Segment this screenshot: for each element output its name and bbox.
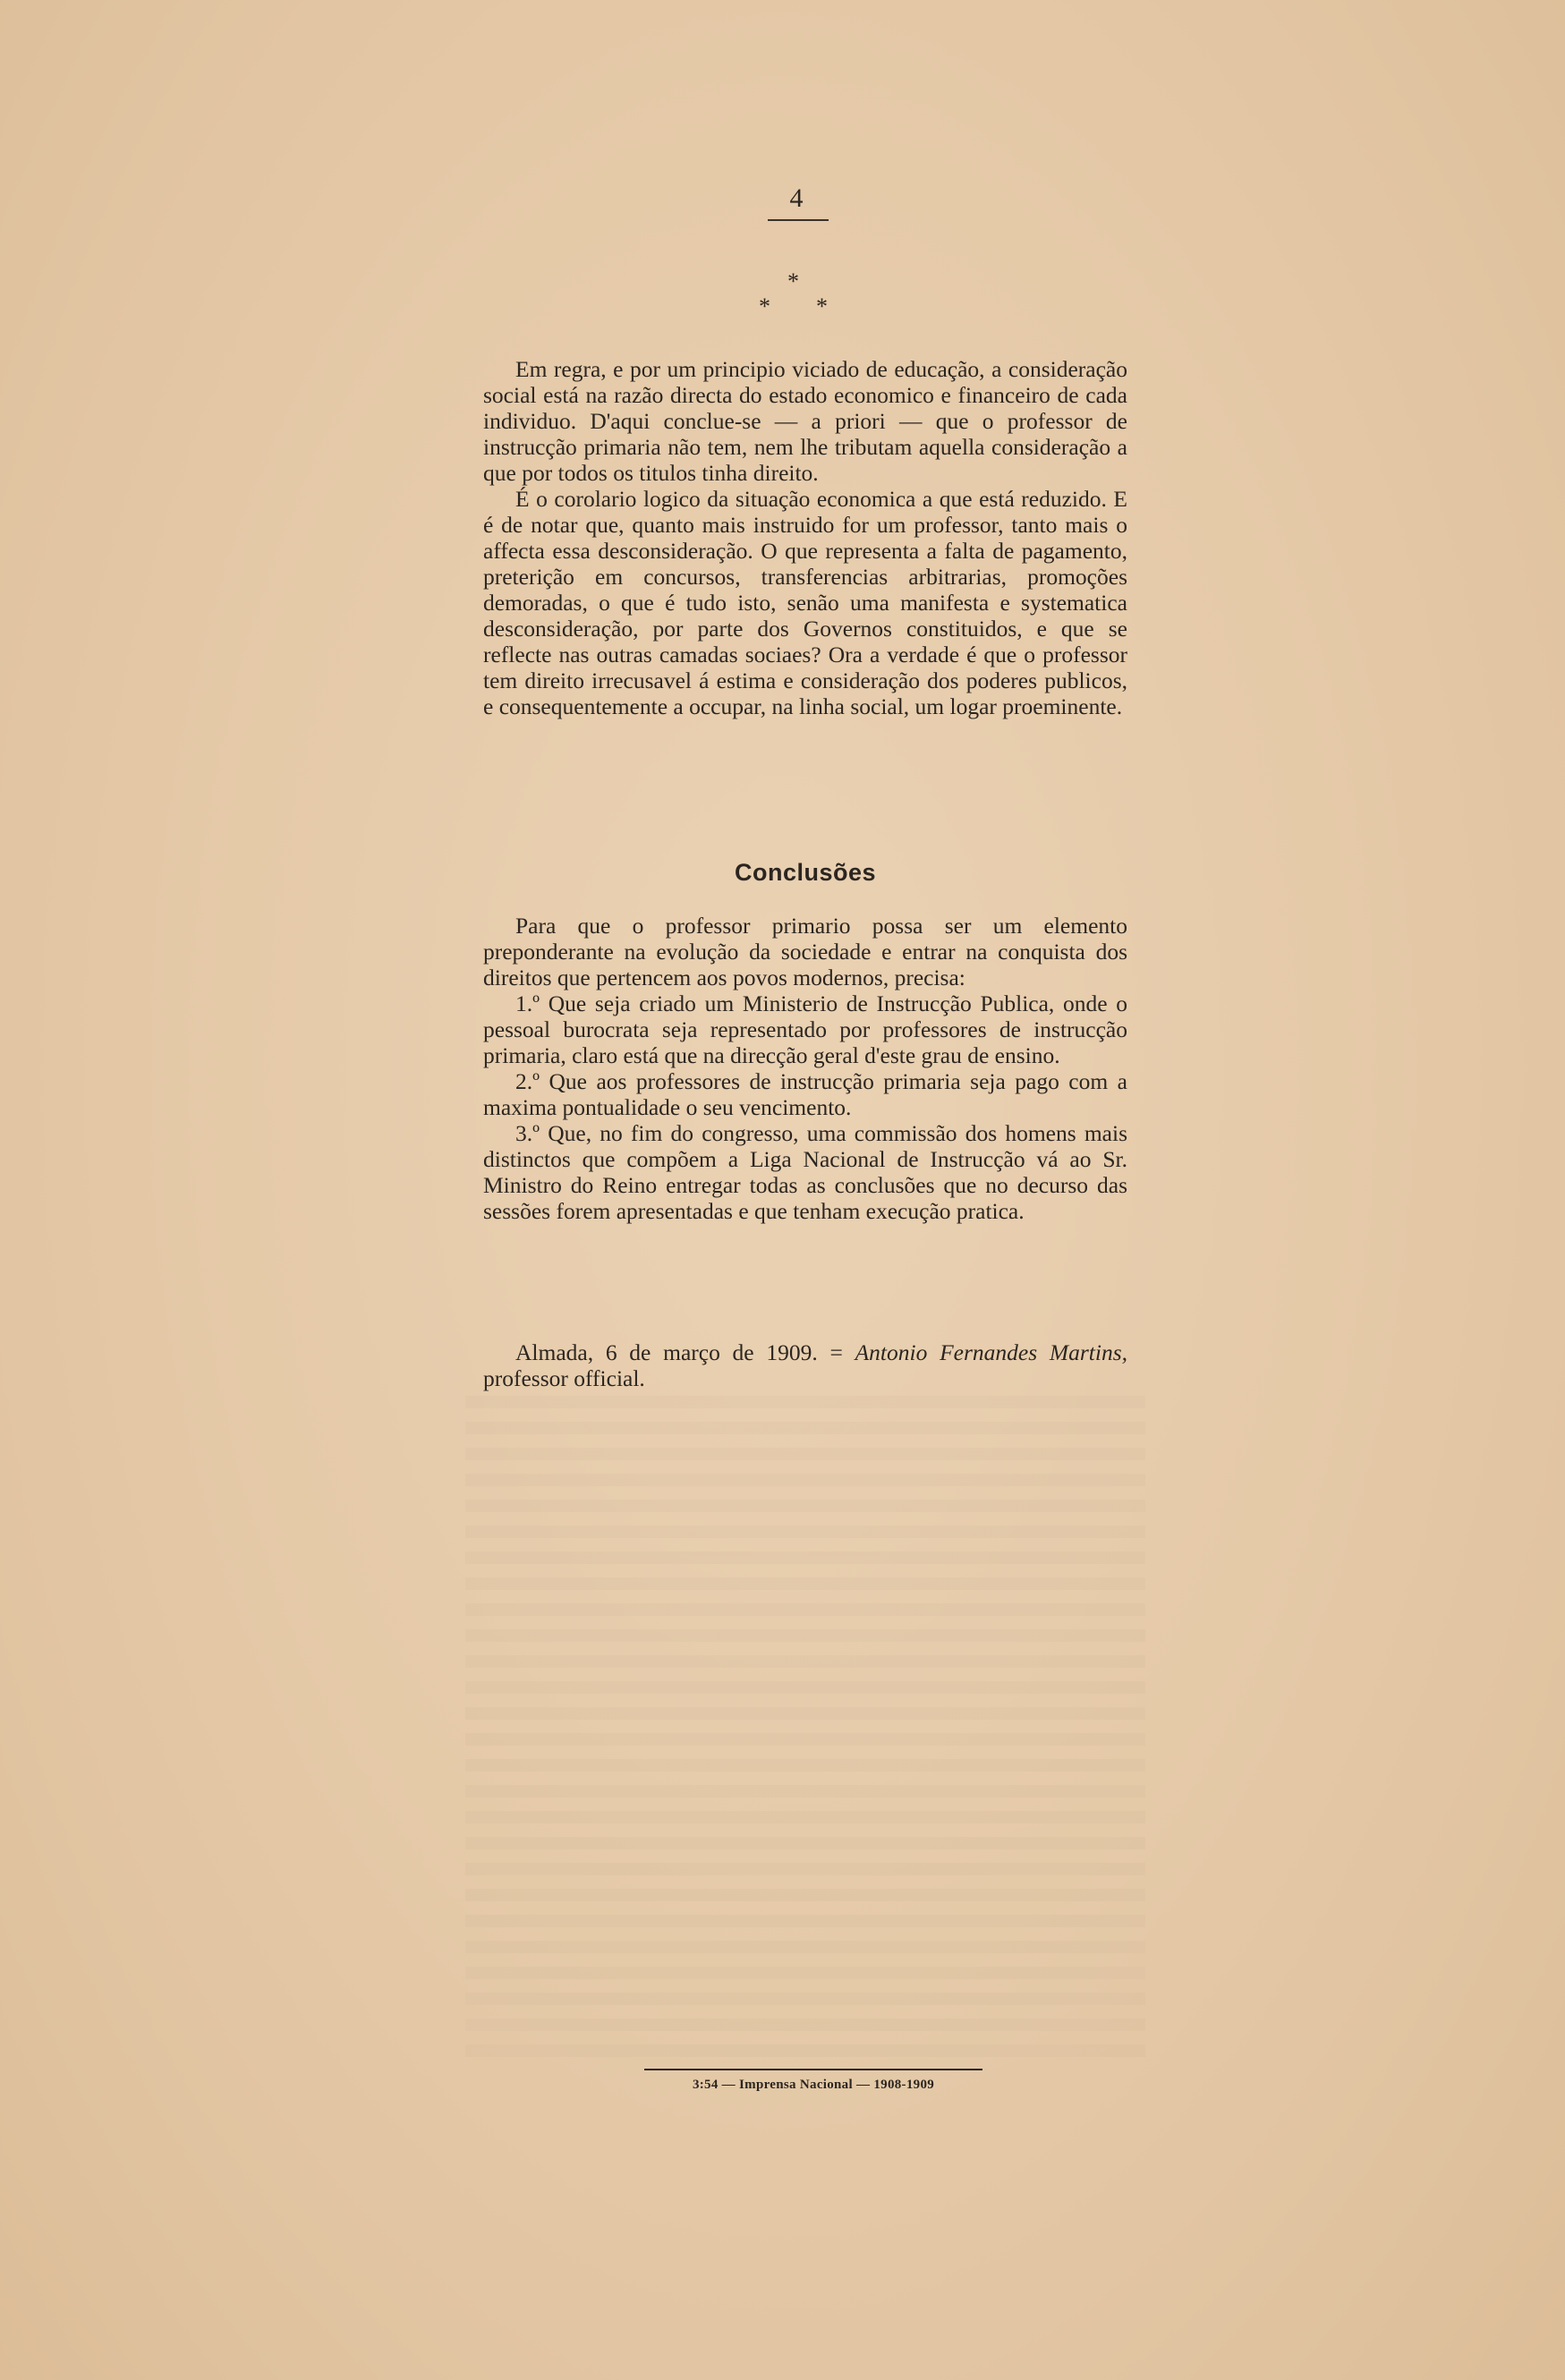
signature-line	[483, 1339, 1127, 1391]
asterism-star-right: *	[816, 293, 828, 319]
signature-block	[483, 1339, 1127, 1391]
conclusions-section	[483, 913, 1127, 1224]
conclusion-item-1: 1.º Que seja criado um Ministerio de Instrucção Publica, onde o pessoal burocrata seja representado por professores de instrucção primaria, claro está que na direcção geral d'este grau de ensino.	[483, 990, 1127, 1068]
asterism-divider	[734, 268, 859, 322]
conclusion-item-2: 2.º Que aos professores de instrucção primaria seja pago com a maxima pontualidade o seu vencimento.	[483, 1068, 1127, 1120]
footer-rule	[644, 2069, 982, 2070]
page-number-rule	[768, 219, 829, 221]
asterism-star-left: *	[759, 293, 770, 319]
intro-section	[483, 356, 1127, 719]
signature-place-date: Almada, 6 de março de 1909. =	[515, 1339, 855, 1365]
conclusions-lead: Para que o professor primario possa ser um elemento preponderante na evolução da sociedade e entrar na conquista dos direitos que pertencem aos povos modernos, precisa:	[483, 913, 1127, 990]
intro-paragraph-2: É o corolario logico da situação economica a que está reduzido. E é de notar que, quanto mais instruido for um professor, tanto mais o affecta essa desconsideração. O que representa a falta de pagamento, preterição em concursos, transferencias arbitrarias, promoções demoradas, o que é tudo isto, senão uma manifesta e systematica desconsideração, por parte dos Governos constituidos, e que se reflecte nas outras camadas sociaes? Ora a verdade é que o professor tem direito irrecusavel á estima e consideração dos poderes publicos, e consequentemente a occupar, na linha social, um logar proeminente.	[483, 486, 1127, 719]
signature-role: professor official.	[483, 1365, 645, 1391]
conclusion-item-3: 3.º Que, no fim do congresso, uma commissão dos homens mais distinctos que compõem a Liga Nacional de Instrucção vá ao Sr. Ministro do Reino entregar todas as conclusões que no decurso das sessões forem apresentadas e que tenham execução pratica.	[483, 1120, 1127, 1224]
page-number: 4	[789, 183, 804, 213]
conclusions-heading: Conclusões	[734, 859, 877, 886]
printer-imprint: 3:54 — Imprensa Nacional — 1908-1909	[692, 2078, 935, 2092]
asterism-star-top: *	[787, 268, 799, 294]
intro-paragraph-1: Em regra, e por um principio viciado de educação, a consideração social está na razão directa do estado economico e financeiro de cada individuo. D'aqui conclue-se — a priori — que o professor de instrucção primaria não tem, nem lhe tributam aquella consideração a que por todos os titulos tinha direito.	[483, 356, 1127, 486]
show-through-texture	[465, 1396, 1145, 2058]
signature-author: Antonio Fernandes Martins,	[855, 1339, 1127, 1365]
